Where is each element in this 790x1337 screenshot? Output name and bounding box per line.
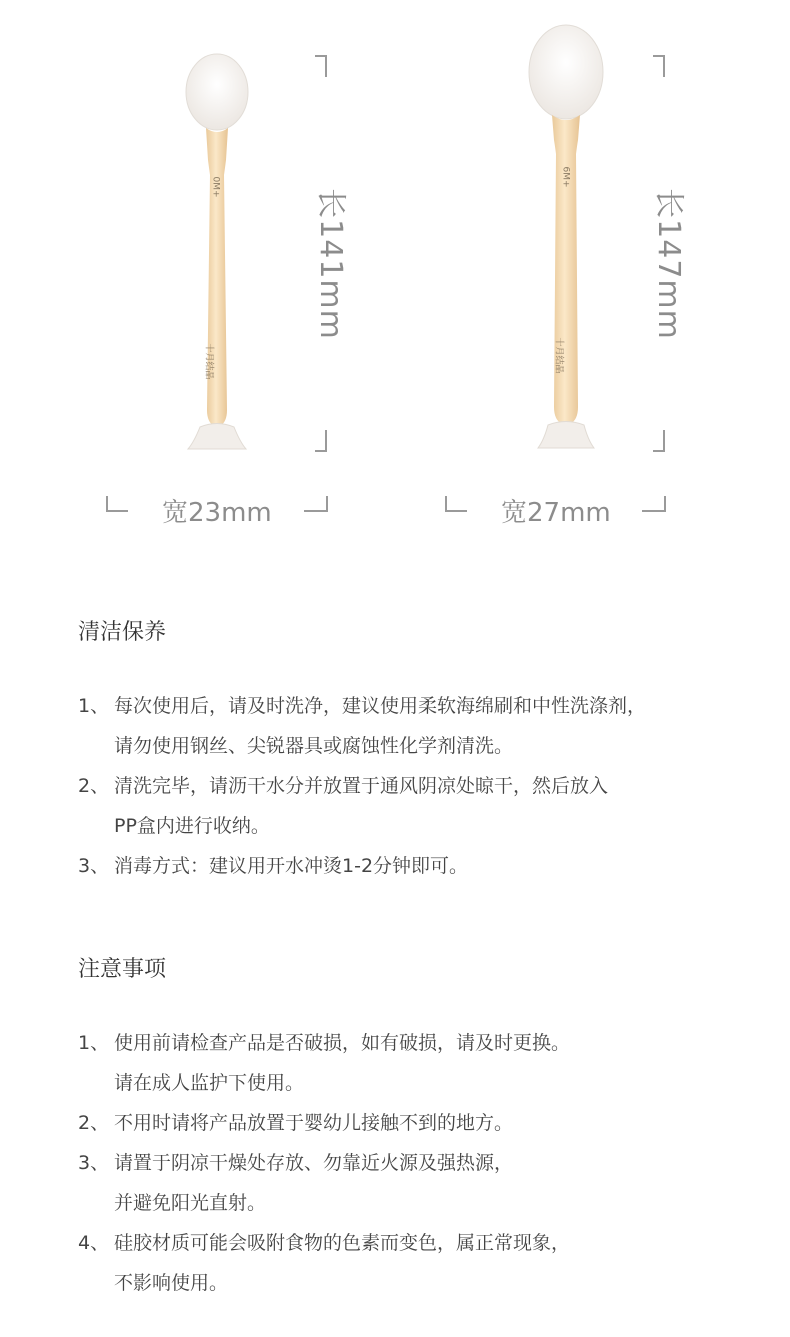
care-item-line: 清洗完毕，请沥干水分并放置于通风阴凉处晾干，然后放入	[114, 775, 609, 797]
notes-item-number: 3、	[78, 1152, 110, 1174]
length-bracket-bottom	[315, 430, 327, 452]
notes-item-number: 1、	[78, 1032, 110, 1054]
care-item-number: 3、	[78, 855, 110, 877]
notes-item	[78, 1143, 758, 1223]
care-section	[78, 615, 758, 886]
width-bracket-left	[106, 496, 128, 512]
notes-item-number: 2、	[78, 1112, 110, 1134]
width-bracket-right	[642, 496, 666, 512]
length-label: 长141mm	[312, 188, 348, 340]
length-bracket-top	[315, 55, 327, 77]
notes-item-line: 不影响使用。	[114, 1272, 229, 1294]
spoon-6m	[520, 22, 610, 452]
notes-item-line: 并避免阳光直射。	[114, 1192, 267, 1214]
notes-list	[78, 1023, 758, 1303]
width-label: 宽23mm	[162, 498, 272, 528]
spoon-brand-logo: 十月结晶	[203, 343, 214, 380]
notes-item-line: 请置于阴凉干燥处存放、勿靠近火源及强热源，	[114, 1152, 514, 1174]
care-item-number: 2、	[78, 775, 110, 797]
notes-item	[78, 1103, 758, 1143]
width-label: 宽27mm	[501, 498, 611, 528]
length-bracket-top	[653, 55, 665, 77]
width-bracket-left	[445, 496, 467, 512]
spoon-0m	[180, 50, 260, 455]
notes-item-line: 硅胶材质可能会吸附食物的色素而变色，属正常现象，	[114, 1232, 571, 1254]
spoon-6m-illustration	[520, 22, 610, 452]
notes-item-line: 使用前请检查产品是否破损，如有破损，请及时更换。	[114, 1032, 571, 1054]
spoon-age-label: 0M+	[210, 176, 221, 198]
care-item	[78, 686, 758, 766]
notes-item-line: 请在成人监护下使用。	[114, 1072, 305, 1094]
care-item-number: 1、	[78, 695, 110, 717]
notes-item	[78, 1023, 758, 1103]
care-section-title: 清洁保养	[78, 620, 167, 645]
notes-section	[78, 952, 758, 1303]
spoon-0m-illustration	[180, 50, 260, 455]
notes-item-number: 4、	[78, 1232, 110, 1254]
spoon-age-label: 6M+	[560, 166, 571, 188]
care-item	[78, 766, 758, 846]
product-dimension-figure	[0, 0, 790, 560]
notes-section-title: 注意事项	[78, 957, 167, 982]
length-bracket-bottom	[653, 430, 665, 452]
care-item-line: 每次使用后，请及时洗净，建议使用柔软海绵刷和中性洗涤剂，	[114, 695, 647, 717]
care-list	[78, 686, 758, 886]
care-item-line: 消毒方式：建议用开水冲烫1-2分钟即可。	[114, 855, 469, 877]
care-item-line: 请勿使用钢丝、尖锐器具或腐蚀性化学剂清洗。	[114, 735, 514, 757]
notes-item-line: 不用时请将产品放置于婴幼儿接触不到的地方。	[114, 1112, 514, 1134]
care-item	[78, 846, 758, 886]
care-item-line: PP盒内进行收纳。	[114, 815, 270, 837]
spoon-brand-logo: 十月结晶	[553, 337, 564, 374]
length-label: 长147mm	[650, 188, 686, 340]
width-bracket-right	[304, 496, 328, 512]
notes-item	[78, 1223, 758, 1303]
